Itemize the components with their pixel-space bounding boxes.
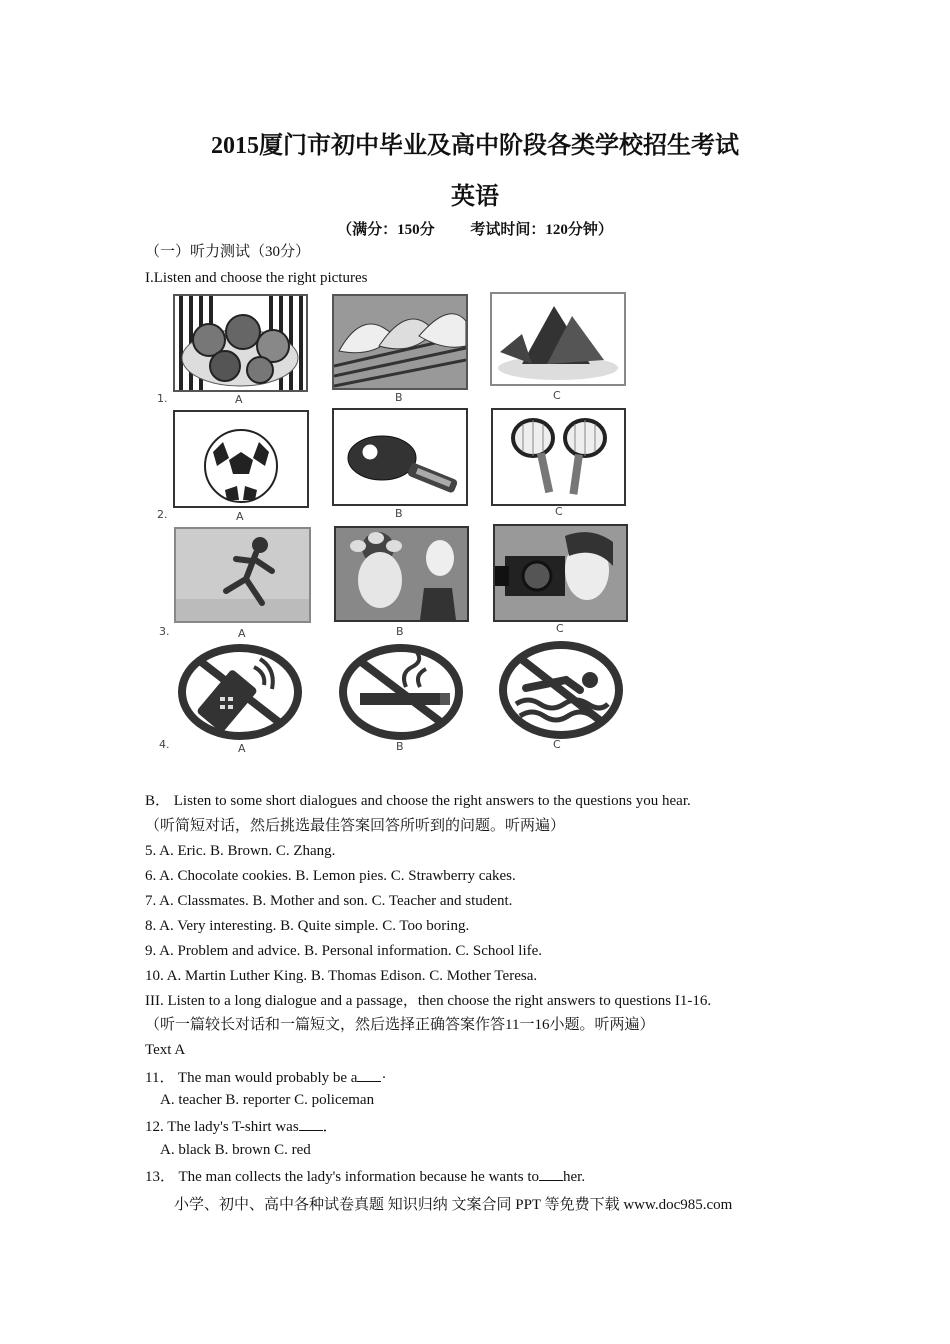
score-info: （满分：150分 [337, 222, 435, 238]
camera-icon [493, 524, 628, 622]
option-label: C [553, 389, 561, 402]
partB-instruction-cn: （听简短对话，然后挑选最佳答案回答所听到的问题。听两遍） [145, 818, 566, 834]
makeup-icon [334, 526, 469, 622]
option-label: C [553, 738, 561, 751]
question-number: 4. [159, 738, 170, 751]
option-label: A [235, 393, 243, 406]
question-stem: 11． The man would probably be a [145, 1070, 358, 1086]
answer-blank[interactable] [299, 1116, 323, 1131]
partIII-instruction: III. Listen to a long dialogue and a passage，then choose the right answers to questions I1-16. [145, 993, 712, 1009]
text-label: Text A [145, 1042, 186, 1058]
runner-icon [174, 527, 311, 623]
question-10: 10. A. Martin Luther King. B. Thomas Edison. C. Mother Teresa. [145, 968, 538, 984]
option-label: A [238, 742, 246, 755]
exam-meta [0, 218, 950, 239]
exam-title: 2015厦门市初中毕业及高中阶段各类学校招生考试 [211, 133, 739, 159]
question-5: 5. A. Eric. B. Brown. C. Zhang. [145, 843, 336, 859]
time-info: 考试时间：120分钟） [470, 222, 613, 238]
option-label: C [555, 505, 563, 518]
question-number: 1. [157, 392, 168, 405]
mooncakes-icon [173, 294, 308, 392]
no-smoking-icon [336, 643, 466, 741]
option-label: B [395, 507, 403, 520]
question-12-options: A. black B. brown C. red [160, 1142, 311, 1158]
question-7: 7. A. Classmates. B. Mother and son. C. Teacher and student. [145, 893, 513, 909]
no-phone-icon [176, 643, 304, 741]
page-footer: 小学、初中、高中各种试卷真题 知识归纳 文案合同 PPT 等免费下载 www.doc985.com [174, 1197, 733, 1213]
question-end: her. [563, 1169, 586, 1185]
question-end: ． [322, 1119, 338, 1135]
option-label: A [238, 627, 246, 640]
partIII-instruction-cn: （听一篇较长对话和一篇短文，然后选择正确答案作答11一16小题。听两遍） [145, 1017, 655, 1033]
question-11 [145, 1067, 386, 1087]
part1-instruction: I.Listen and choose the right pictures [145, 270, 368, 286]
question-end: · [381, 1070, 387, 1086]
no-swimming-icon [496, 640, 626, 740]
partB-instruction: B． Listen to some short dialogues and choose the right answers to the questions you hear. [145, 793, 691, 809]
question-11-options: A. teacher B. reporter C. policeman [160, 1092, 375, 1108]
question-number: 2. [157, 508, 168, 521]
dumplings-icon [332, 294, 468, 390]
answer-blank[interactable] [357, 1067, 381, 1082]
question-stem: 13． The man collects the lady's information because he wants to [145, 1169, 539, 1185]
option-label: B [396, 740, 404, 753]
question-number: 3. [159, 625, 170, 638]
tennis-rackets-icon [491, 408, 626, 506]
option-label: A [236, 510, 244, 523]
football-icon [173, 410, 309, 508]
question-13 [145, 1166, 585, 1186]
ping-pong-icon [332, 408, 468, 506]
option-label: B [396, 625, 404, 638]
zongzi-icon [490, 292, 626, 386]
option-label: B [395, 391, 403, 404]
answer-blank[interactable] [539, 1166, 563, 1181]
option-label: C [556, 622, 564, 635]
question-stem: 12. The lady's T-shirt was [145, 1119, 299, 1135]
question-6: 6. A. Chocolate cookies. B. Lemon pies. C. Strawberry cakes. [145, 868, 516, 884]
question-12 [145, 1116, 338, 1136]
exam-subject: 英语 [451, 184, 499, 210]
question-8: 8. A. Very interesting. B. Quite simple. C. Too boring. [145, 918, 470, 934]
question-9: 9. A. Problem and advice. B. Personal information. C. School life. [145, 943, 543, 959]
section-heading: （一）听力测试（30分） [145, 244, 311, 260]
